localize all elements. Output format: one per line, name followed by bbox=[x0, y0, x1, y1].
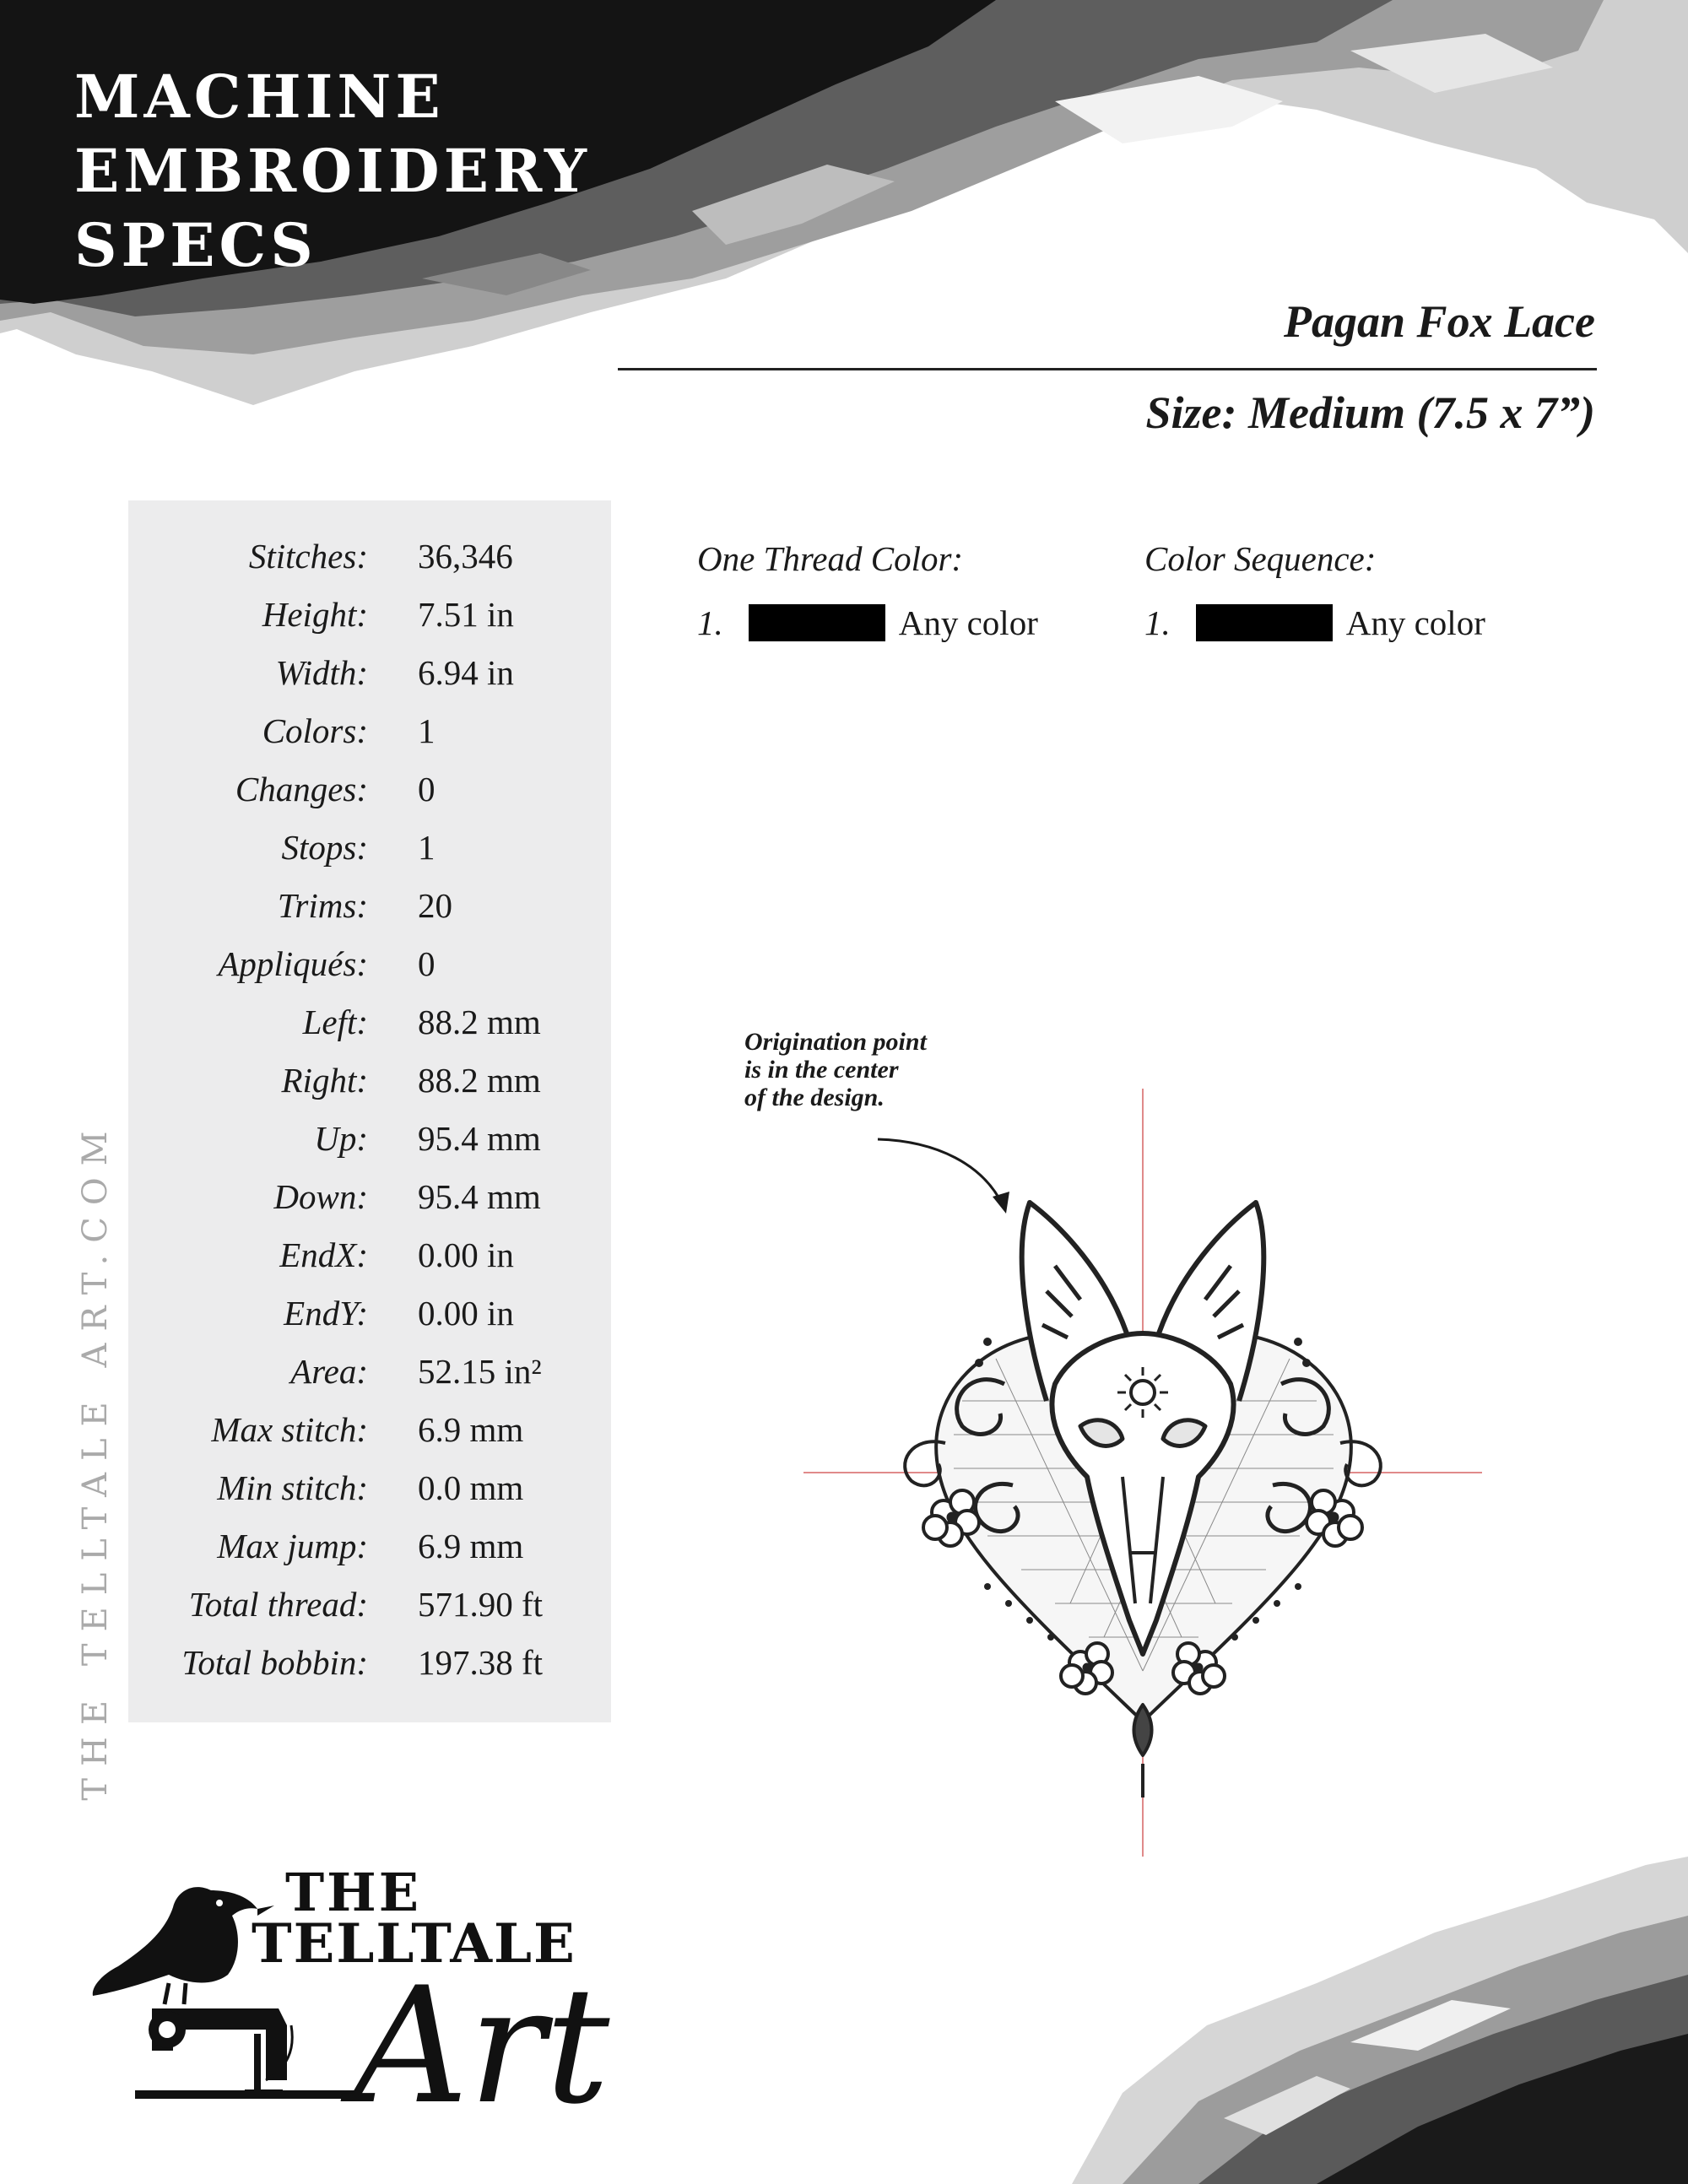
spec-value: 6.9 mm bbox=[418, 1410, 524, 1449]
spec-label: Total thread: bbox=[188, 1585, 368, 1624]
thread-color-swatch bbox=[749, 604, 885, 641]
spec-value: 197.38 ft bbox=[418, 1643, 544, 1682]
design-size: Size: Medium (7.5 x 7”) bbox=[1145, 387, 1595, 438]
spec-value: 571.90 ft bbox=[418, 1585, 544, 1624]
spec-value: 0.00 in bbox=[418, 1294, 514, 1333]
spec-value: 1 bbox=[418, 828, 436, 867]
spec-label: Colors: bbox=[262, 711, 368, 750]
header-divider bbox=[618, 368, 1597, 370]
header-title-line-3: SPECS bbox=[74, 210, 317, 280]
spec-label: Max jump: bbox=[217, 1527, 368, 1565]
color-sequence-item bbox=[1144, 603, 1485, 643]
specs-panel bbox=[128, 500, 611, 1722]
spec-row bbox=[128, 652, 611, 703]
spec-row bbox=[128, 594, 611, 645]
spec-value: 20 bbox=[418, 886, 452, 925]
thread-color-item bbox=[697, 603, 1038, 643]
spec-value: 36,346 bbox=[418, 537, 513, 576]
logo-the: THE bbox=[285, 1862, 421, 1923]
spec-label: Stops: bbox=[281, 828, 368, 867]
header-title-line-2: EMBROIDERY bbox=[74, 136, 591, 206]
color-sequence-swatch bbox=[1196, 604, 1333, 641]
color-sequence-name: Any color bbox=[1345, 603, 1485, 642]
spec-row bbox=[128, 1409, 611, 1460]
spec-value: 6.94 in bbox=[418, 653, 514, 692]
logo-telltale: TELLTALE bbox=[252, 1912, 576, 1976]
spec-value: 0 bbox=[418, 944, 436, 983]
design-name: Pagan Fox Lace bbox=[1284, 296, 1595, 347]
spec-value: 88.2 mm bbox=[418, 1003, 541, 1041]
origination-note-line-2: is in the center bbox=[744, 1056, 899, 1084]
spec-value: 0 bbox=[418, 770, 436, 808]
spec-row bbox=[128, 1118, 611, 1169]
spec-label: Appliqués: bbox=[218, 944, 368, 983]
header-title-line-1: MACHINE bbox=[74, 62, 445, 132]
spec-label: Up: bbox=[314, 1119, 368, 1158]
spec-label: EndX: bbox=[279, 1235, 368, 1274]
spec-row bbox=[128, 769, 611, 819]
spec-row bbox=[128, 1235, 611, 1285]
spec-row bbox=[128, 1526, 611, 1576]
spec-row bbox=[128, 827, 611, 878]
spec-row bbox=[128, 1351, 611, 1402]
spec-row bbox=[128, 1584, 611, 1635]
color-sequence-heading: Color Sequence: bbox=[1144, 539, 1377, 578]
spec-row bbox=[128, 943, 611, 994]
spec-label: Width: bbox=[275, 653, 368, 692]
thread-color-number: 1. bbox=[697, 603, 723, 642]
spec-row bbox=[128, 536, 611, 587]
spec-label: Min stitch: bbox=[217, 1468, 368, 1507]
logo-art-script: Art bbox=[353, 1953, 610, 2139]
spec-row bbox=[128, 1293, 611, 1343]
origination-note-line-1: Origination point bbox=[744, 1028, 927, 1056]
spec-value: 1 bbox=[418, 711, 436, 750]
spec-row bbox=[128, 711, 611, 761]
spec-label: Height: bbox=[262, 595, 368, 634]
spec-label: Max stitch: bbox=[211, 1410, 368, 1449]
spec-row bbox=[128, 1642, 611, 1693]
color-sequence-number: 1. bbox=[1144, 603, 1171, 642]
spec-label: Total bobbin: bbox=[181, 1643, 368, 1682]
design-preview bbox=[793, 1080, 1536, 1865]
spec-value: 7.51 in bbox=[418, 595, 514, 634]
spec-row bbox=[128, 1002, 611, 1052]
spec-label: Area: bbox=[290, 1352, 368, 1391]
spec-label: Left: bbox=[302, 1003, 368, 1041]
spec-value: 95.4 mm bbox=[418, 1177, 541, 1216]
spec-value: 88.2 mm bbox=[418, 1061, 541, 1100]
spec-value: 52.15 in² bbox=[418, 1352, 542, 1391]
one-thread-color-heading: One Thread Color: bbox=[697, 539, 964, 578]
spec-row bbox=[128, 885, 611, 936]
spec-label: Stitches: bbox=[248, 537, 368, 576]
spec-value: 0.00 in bbox=[418, 1235, 514, 1274]
spec-row bbox=[128, 1060, 611, 1111]
spec-label: Changes: bbox=[235, 770, 368, 808]
thread-color-name: Any color bbox=[898, 603, 1038, 642]
website-watermark: THE TELLTALE ART.COM bbox=[76, 1119, 115, 1801]
spec-value: 95.4 mm bbox=[418, 1119, 541, 1158]
spec-label: EndY: bbox=[284, 1294, 368, 1333]
origination-note-line-3: of the design. bbox=[744, 1084, 885, 1111]
spec-row bbox=[128, 1176, 611, 1227]
spec-label: Right: bbox=[281, 1061, 368, 1100]
spec-label: Down: bbox=[273, 1177, 368, 1216]
spec-value: 0.0 mm bbox=[418, 1468, 524, 1507]
spec-row bbox=[128, 1468, 611, 1518]
spec-value: 6.9 mm bbox=[418, 1527, 524, 1565]
spec-label: Trims: bbox=[277, 886, 368, 925]
